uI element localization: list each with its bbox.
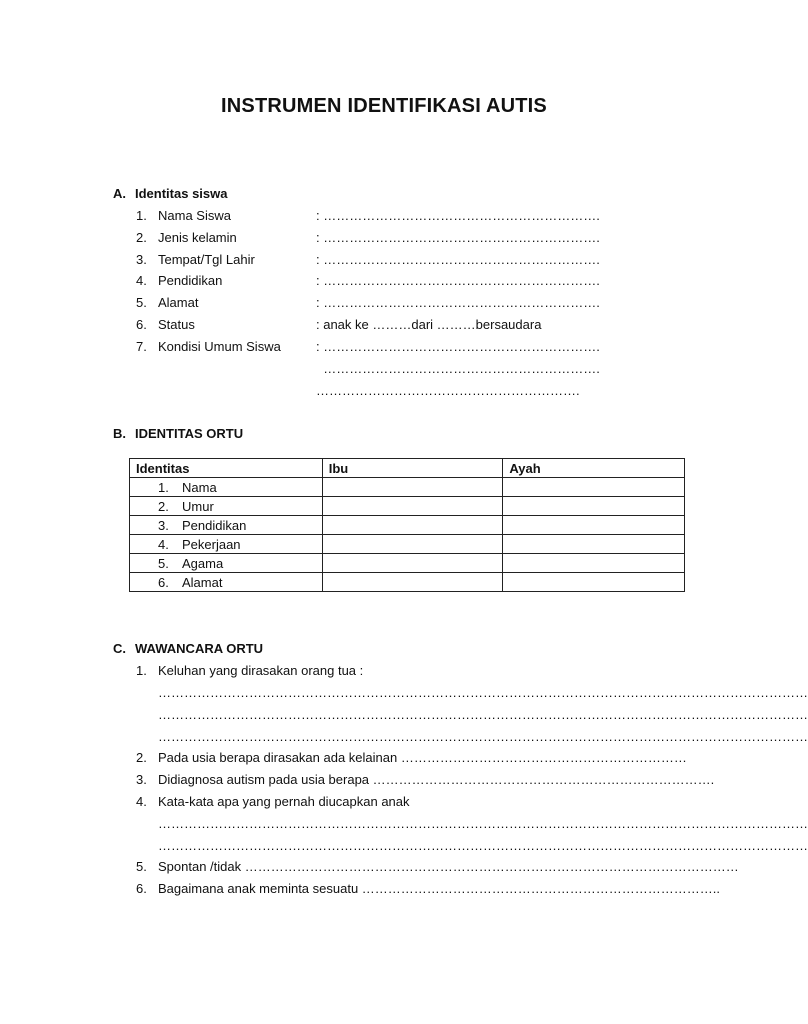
- item-number: 6.: [136, 881, 147, 896]
- item-number: 7.: [136, 339, 147, 354]
- mother-cell: [322, 497, 503, 516]
- item-number: 4.: [136, 794, 147, 809]
- section-c-heading: [113, 641, 263, 656]
- table-row: [130, 554, 685, 573]
- row-number: 1.: [158, 479, 169, 495]
- field-value: : ……………………………………………………….: [316, 252, 600, 267]
- table-row: [130, 573, 685, 592]
- field-value: : ……………………………………………………….: [316, 208, 600, 223]
- question-text: Didiagnosa autism pada usia berapa …………………………………………………………………….: [158, 772, 715, 787]
- item-number: 2.: [136, 750, 147, 765]
- table-header-row: [130, 459, 685, 478]
- question-text: Bagaimana anak meminta sesuatu ………………………………………………………………………..: [158, 881, 721, 896]
- row-number: 5.: [158, 555, 169, 571]
- field-value: : ……………………………………………………….: [316, 273, 600, 288]
- condition-extra-line: …………………………………………………….: [316, 383, 580, 398]
- table-row: [130, 535, 685, 554]
- father-cell: [503, 535, 685, 554]
- item-number: 3.: [136, 772, 147, 787]
- item-number: 5.: [136, 295, 147, 310]
- section-a-title: Identitas siswa: [135, 186, 228, 201]
- condition-extra-line: ……………………………………………………….: [316, 361, 600, 376]
- column-header: Ayah: [503, 459, 685, 478]
- row-text: Pendidikan: [182, 517, 247, 533]
- table-row: [130, 516, 685, 535]
- row-label: [130, 478, 323, 497]
- page-title: INSTRUMEN IDENTIFIKASI AUTIS: [221, 95, 547, 117]
- row-label: [130, 497, 323, 516]
- mother-cell: [322, 554, 503, 573]
- row-text: Nama: [182, 479, 217, 495]
- column-header: Identitas: [130, 459, 323, 478]
- field-value: : anak ke ………dari ………bersaudara: [316, 317, 542, 332]
- row-label: [130, 554, 323, 573]
- section-c-letter: C.: [113, 641, 126, 656]
- field-label: Pendidikan: [158, 273, 223, 288]
- father-cell: [503, 478, 685, 497]
- row-text: Alamat: [182, 574, 223, 590]
- row-number: 2.: [158, 498, 169, 514]
- row-text: Umur: [182, 498, 214, 514]
- mother-cell: [322, 535, 503, 554]
- question-text: Kata-kata apa yang pernah diucapkan anak: [158, 794, 410, 809]
- field-label: Alamat: [158, 295, 199, 310]
- mother-cell: [322, 573, 503, 592]
- column-header: Ibu: [322, 459, 503, 478]
- row-text: Agama: [182, 555, 224, 571]
- item-number: 6.: [136, 317, 147, 332]
- answer-line: ……………………………………………………………………………………………………………………………………: [158, 707, 808, 722]
- mother-cell: [322, 478, 503, 497]
- field-value: : ……………………………………………………….: [316, 295, 600, 310]
- question-text: Keluhan yang dirasakan orang tua :: [158, 663, 364, 678]
- section-b-letter: B.: [113, 426, 126, 441]
- father-cell: [503, 516, 685, 535]
- answer-line: ……………………………………………………………………………………………………………………………………: [158, 816, 808, 831]
- field-value: : ……………………………………………………….: [316, 230, 600, 245]
- item-number: 2.: [136, 230, 147, 245]
- father-cell: [503, 554, 685, 573]
- question-text: Spontan /tidak ……………………………………………………………………………………………………: [158, 859, 739, 874]
- father-cell: [503, 497, 685, 516]
- row-number: 4.: [158, 536, 169, 552]
- row-text: Pekerjaan: [182, 536, 241, 552]
- field-label: Tempat/Tgl Lahir: [158, 252, 255, 267]
- question-text: Pada usia berapa dirasakan ada kelainan …………………………………………………………: [158, 750, 687, 765]
- item-number: 5.: [136, 859, 147, 874]
- field-label: Nama Siswa: [158, 208, 231, 223]
- field-label: Status: [158, 317, 195, 332]
- field-value: : ……………………………………………………….: [316, 339, 600, 354]
- answer-line: ……………………………………………………………………………………………………………………………………: [158, 838, 808, 853]
- answer-line: ……………………………………………………………………………………………………………………………………: [158, 685, 808, 700]
- field-label: Kondisi Umum Siswa: [158, 339, 281, 354]
- row-label: [130, 535, 323, 554]
- section-a-letter: A.: [113, 186, 126, 201]
- parent-identity-table: [129, 458, 685, 592]
- table-row: [130, 497, 685, 516]
- row-number: 3.: [158, 517, 169, 533]
- row-number: 6.: [158, 574, 169, 590]
- section-b-heading: [113, 426, 243, 441]
- row-label: [130, 573, 323, 592]
- father-cell: [503, 573, 685, 592]
- section-b-title: IDENTITAS ORTU: [135, 426, 244, 441]
- item-number: 1.: [136, 663, 147, 678]
- item-number: 3.: [136, 252, 147, 267]
- field-label: Jenis kelamin: [158, 230, 237, 245]
- answer-line: ……………………………………………………………………………………………………………………………………: [158, 729, 808, 744]
- item-number: 1.: [136, 208, 147, 223]
- mother-cell: [322, 516, 503, 535]
- section-c-title: WAWANCARA ORTU: [135, 641, 264, 656]
- table-row: [130, 478, 685, 497]
- row-label: [130, 516, 323, 535]
- item-number: 4.: [136, 273, 147, 288]
- section-a-heading: [113, 186, 227, 201]
